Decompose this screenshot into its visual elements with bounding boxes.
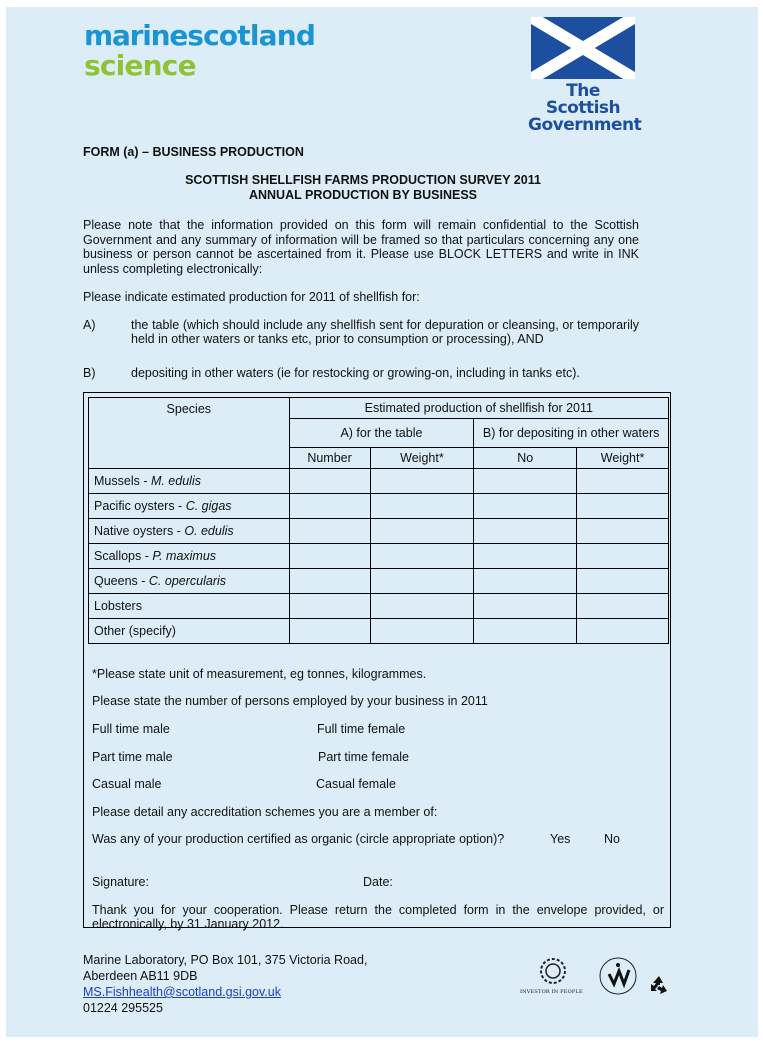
number-b-input[interactable] — [474, 594, 577, 619]
number-a-input[interactable] — [289, 469, 370, 494]
weight-b-input[interactable] — [577, 619, 669, 644]
part-time-female-label[interactable]: Part time female — [318, 750, 410, 764]
species-cell — [89, 619, 290, 644]
species-latin: C. opercularis — [148, 574, 227, 588]
form-title: FORM (a) – BUSINESS PRODUCTION — [83, 145, 304, 159]
table-row — [89, 519, 669, 544]
casual-male-label[interactable]: Casual male — [92, 777, 162, 791]
form-box — [83, 392, 671, 931]
weight-b-input[interactable] — [577, 469, 669, 494]
number-b-input[interactable] — [474, 544, 577, 569]
thanks-text: Thank you for your cooperation. Please return the completed form in the envelope provided, or electronically, by 31 January 2012. — [92, 903, 664, 931]
weight-b-input[interactable] — [577, 594, 669, 619]
species-latin: O. edulis — [184, 524, 234, 538]
part-time-male-label[interactable]: Part time male — [92, 750, 173, 764]
address-block — [83, 952, 367, 1016]
number-b-input[interactable] — [474, 519, 577, 544]
weight-a-header: Weight* — [370, 448, 474, 469]
species-common: Mussels - — [94, 474, 151, 488]
weight-b-header: Weight* — [577, 448, 669, 469]
weight-a-input[interactable] — [370, 619, 474, 644]
accreditation-question[interactable]: Please detail any accreditation schemes you are a member of: — [92, 805, 438, 819]
survey-title-block — [83, 173, 643, 203]
organic-yes-option[interactable]: Yes — [550, 832, 571, 846]
table-row — [89, 469, 669, 494]
phone-number: 01224 295525 — [83, 1001, 163, 1015]
table-row — [89, 619, 669, 644]
group-b-header: B) for depositing in other waters — [474, 419, 669, 448]
unit-note: *Please state unit of measurement, eg tonnes, kilogrammes. — [92, 667, 427, 681]
species-cell — [89, 519, 290, 544]
production-table — [88, 397, 669, 644]
weight-a-input[interactable] — [370, 544, 474, 569]
logo-word-scotland: scotland — [187, 19, 316, 52]
number-a-input[interactable] — [289, 544, 370, 569]
species-latin: P. maximus — [152, 549, 217, 563]
species-cell — [89, 494, 290, 519]
saltire-flag-icon — [531, 17, 635, 79]
number-a-input[interactable] — [289, 494, 370, 519]
weight-b-input[interactable] — [577, 519, 669, 544]
weight-a-input[interactable] — [370, 494, 474, 519]
number-a-input[interactable] — [289, 619, 370, 644]
species-common: Native oysters - — [94, 524, 185, 538]
gov-text-line1: The Scottish — [545, 81, 621, 118]
address-line2: Aberdeen AB11 9DB — [83, 969, 198, 983]
weight-a-input[interactable] — [370, 569, 474, 594]
species-cell — [89, 569, 290, 594]
list-item-b — [83, 366, 639, 380]
list-text-a: the table (which should include any shellfish sent for depuration or cleansing, or temporarily held in other waters or tanks etc, prior to consumption or processing), AND — [131, 318, 639, 346]
species-common: Pacific oysters - — [94, 499, 186, 513]
logo-word-marine: marine — [84, 19, 188, 52]
species-cell — [89, 469, 290, 494]
species-common: Queens - — [94, 574, 149, 588]
table-row — [89, 569, 669, 594]
survey-subtitle: ANNUAL PRODUCTION BY BUSINESS — [248, 188, 478, 202]
email-link[interactable]: MS.Fishhealth@scotland.gsi.gov.uk — [83, 985, 281, 999]
table-row — [89, 544, 669, 569]
table-row — [89, 594, 669, 619]
weight-a-input[interactable] — [370, 469, 474, 494]
species-common: Other (specify) — [94, 624, 176, 638]
species-common: Scallops - — [94, 549, 153, 563]
marine-scotland-science-logo — [84, 21, 315, 81]
number-b-input[interactable] — [474, 569, 577, 594]
list-label-a: A) — [83, 318, 96, 332]
number-a-input[interactable] — [289, 594, 370, 619]
weight-b-input[interactable] — [577, 569, 669, 594]
organic-no-option[interactable]: No — [604, 832, 620, 846]
list-text-b: depositing in other waters (ie for restocking or growing-on, including in tanks etc). — [131, 366, 580, 380]
logo-word-science: science — [84, 49, 196, 82]
instruction-text: Please indicate estimated production for 2011 of shellfish for: — [83, 290, 420, 304]
species-latin: C. gigas — [185, 499, 232, 513]
weight-a-input[interactable] — [370, 519, 474, 544]
casual-female-label[interactable]: Casual female — [316, 777, 396, 791]
list-item-a — [83, 318, 639, 346]
date-label[interactable]: Date: — [363, 875, 393, 889]
signature-label[interactable]: Signature: — [92, 875, 149, 889]
investors-in-people-text: INVESTOR IN PEOPLE — [520, 989, 583, 995]
number-b-input[interactable] — [474, 494, 577, 519]
investors-in-people-icon — [538, 956, 568, 986]
number-a-input[interactable] — [289, 519, 370, 544]
species-header: Species — [89, 398, 290, 469]
positive-about-disabled-people-icon — [598, 956, 638, 996]
address-line1: Marine Laboratory, PO Box 101, 375 Victoria Road, — [83, 953, 368, 967]
intro-paragraph: Please note that the information provided on this form will remain confidential to the Scottish Government and any summary of information will be framed so that particulars concerning any one business or person cannot be ascertained from it. Please use BLOCK LETTERS and write in INK unless completing electronically: — [83, 218, 639, 276]
list-label-b: B) — [83, 366, 96, 380]
scottish-government-logo — [528, 17, 642, 135]
estimate-header: Estimated production of shellfish for 2011 — [289, 398, 668, 419]
weight-b-input[interactable] — [577, 544, 669, 569]
number-header: Number — [289, 448, 370, 469]
group-a-header: A) for the table — [289, 419, 474, 448]
gov-text-line2: Government — [528, 115, 642, 135]
number-b-input[interactable] — [474, 469, 577, 494]
organic-question: Was any of your production certified as organic (circle appropriate option)? — [92, 832, 505, 846]
table-row — [89, 494, 669, 519]
number-a-input[interactable] — [289, 569, 370, 594]
full-time-male-label[interactable]: Full time male — [92, 722, 170, 736]
employed-question: Please state the number of persons employed by your business in 2011 — [92, 694, 488, 708]
species-common: Lobsters — [94, 599, 142, 613]
number-b-input[interactable] — [474, 619, 577, 644]
full-time-female-label[interactable]: Full time female — [317, 722, 406, 736]
recycle-icon — [648, 974, 670, 996]
no-header: No — [474, 448, 577, 469]
species-cell — [89, 594, 290, 619]
species-cell — [89, 544, 290, 569]
species-latin: M. edulis — [150, 474, 201, 488]
survey-title: SCOTTISH SHELLFISH FARMS PRODUCTION SURVEY 2011 — [185, 173, 541, 187]
weight-a-input[interactable] — [370, 594, 474, 619]
accreditation-badges — [520, 956, 680, 1006]
weight-b-input[interactable] — [577, 494, 669, 519]
